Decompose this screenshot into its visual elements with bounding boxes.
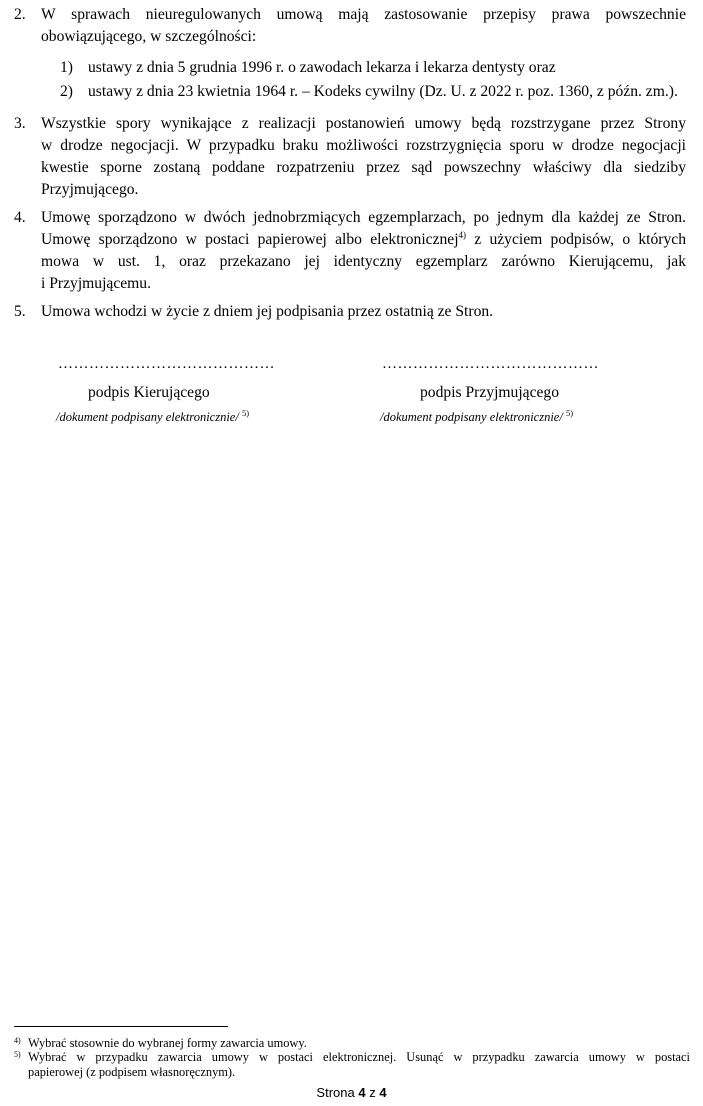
list-item xyxy=(60,57,700,79)
paragraph-line: W sprawach nieuregulowanych umową mają zastosowanie przepisy prawa powszechnie xyxy=(41,6,686,23)
footnote-line: Wybrać w przypadku zawarcia umowy w postaci elektronicznej. Usunąć w przypadku zawarcia umowy w postaci xyxy=(28,1050,690,1064)
signature-note xyxy=(56,410,249,425)
signature-line: …………………………………… xyxy=(382,356,599,372)
paragraph-3 xyxy=(14,113,686,201)
paragraph-number: 2. xyxy=(14,6,26,23)
list-item-text: ustawy z dnia 23 kwietnia 1964 r. – Kodeks cywilny (Dz. U. z 2022 r. poz. 1360, z późn. zm.). xyxy=(88,83,678,100)
footnote-reference: 4) xyxy=(458,230,467,240)
list-item-number: 2) xyxy=(60,83,73,100)
footnote-mark: 5) xyxy=(14,1050,21,1059)
paragraph-5 xyxy=(14,301,686,323)
footnote-separator xyxy=(14,1026,228,1027)
paragraph-text: Umowę sporządzono w postaci papierowej albo elektronicznej xyxy=(41,231,459,248)
list-item xyxy=(60,81,700,103)
paragraph-line: Wszystkie spory wynikające z realizacji postanowień umowy będą rozstrzygane przez Strony xyxy=(41,115,686,132)
signature-note-text: /dokument podpisany elektronicznie/ xyxy=(380,410,563,424)
signature-label: podpis Przyjmującego xyxy=(420,384,560,401)
page-prefix: Strona xyxy=(316,1085,355,1100)
list-item-number: 1) xyxy=(60,59,73,76)
footnote-mark: 4) xyxy=(14,1036,21,1045)
paragraph-line: kwestie sporne zostaną poddane rozpatrzeniu przez sąd powszechny właściwy dla siedziby xyxy=(41,159,686,176)
paragraph-line: i Przyjmującemu. xyxy=(41,275,151,292)
footnote-5 xyxy=(14,1050,690,1080)
current-page: 4 xyxy=(358,1085,366,1100)
paragraph-line: Przyjmującego. xyxy=(41,181,139,198)
footnote-line: Wybrać stosownie do wybranej formy zawarcia umowy. xyxy=(28,1036,307,1050)
paragraph-4 xyxy=(14,207,686,295)
signature-note xyxy=(380,410,573,425)
paragraph-2 xyxy=(14,4,686,48)
page-separator: z xyxy=(369,1085,376,1100)
paragraph-line: w drodze negocjacji. W przypadku braku możliwości rozstrzygnięcia sporu w drodze negocjacji xyxy=(41,137,686,154)
footnote-4 xyxy=(14,1036,690,1051)
paragraph-line: obowiązującego, w szczególności: xyxy=(41,28,257,45)
signature-line: …………………………………… xyxy=(58,356,275,372)
page-number xyxy=(0,1085,703,1100)
paragraph-number: 4. xyxy=(14,209,26,226)
paragraph-line: mowa w ust. 1, oraz przekazano jej identyczny egzemplarz zarówno Kierującemu, jak xyxy=(41,253,686,270)
signature-note-text: /dokument podpisany elektronicznie/ xyxy=(56,410,239,424)
paragraph-line: Umowa wchodzi w życie z dniem jej podpisania przez ostatnią ze Stron. xyxy=(41,303,494,320)
paragraph-number: 3. xyxy=(14,115,26,132)
list-item-text: ustawy z dnia 5 grudnia 1996 r. o zawodach lekarza i lekarza dentysty oraz xyxy=(88,59,556,76)
total-pages: 4 xyxy=(379,1085,387,1100)
signature-label: podpis Kierującego xyxy=(88,384,210,401)
footnote-line: papierowej (z podpisem własnoręcznym). xyxy=(28,1065,236,1079)
paragraph-text: z użyciem podpisów, o których xyxy=(466,231,686,248)
footnote-reference: 5) xyxy=(565,408,574,418)
paragraph-line xyxy=(41,229,686,251)
paragraph-line: Umowę sporządzono w dwóch jednobrzmiących egzemplarzach, po jednym dla każdej ze Stron. xyxy=(41,209,686,226)
paragraph-number: 5. xyxy=(14,303,26,320)
footnote-reference: 5) xyxy=(241,408,250,418)
